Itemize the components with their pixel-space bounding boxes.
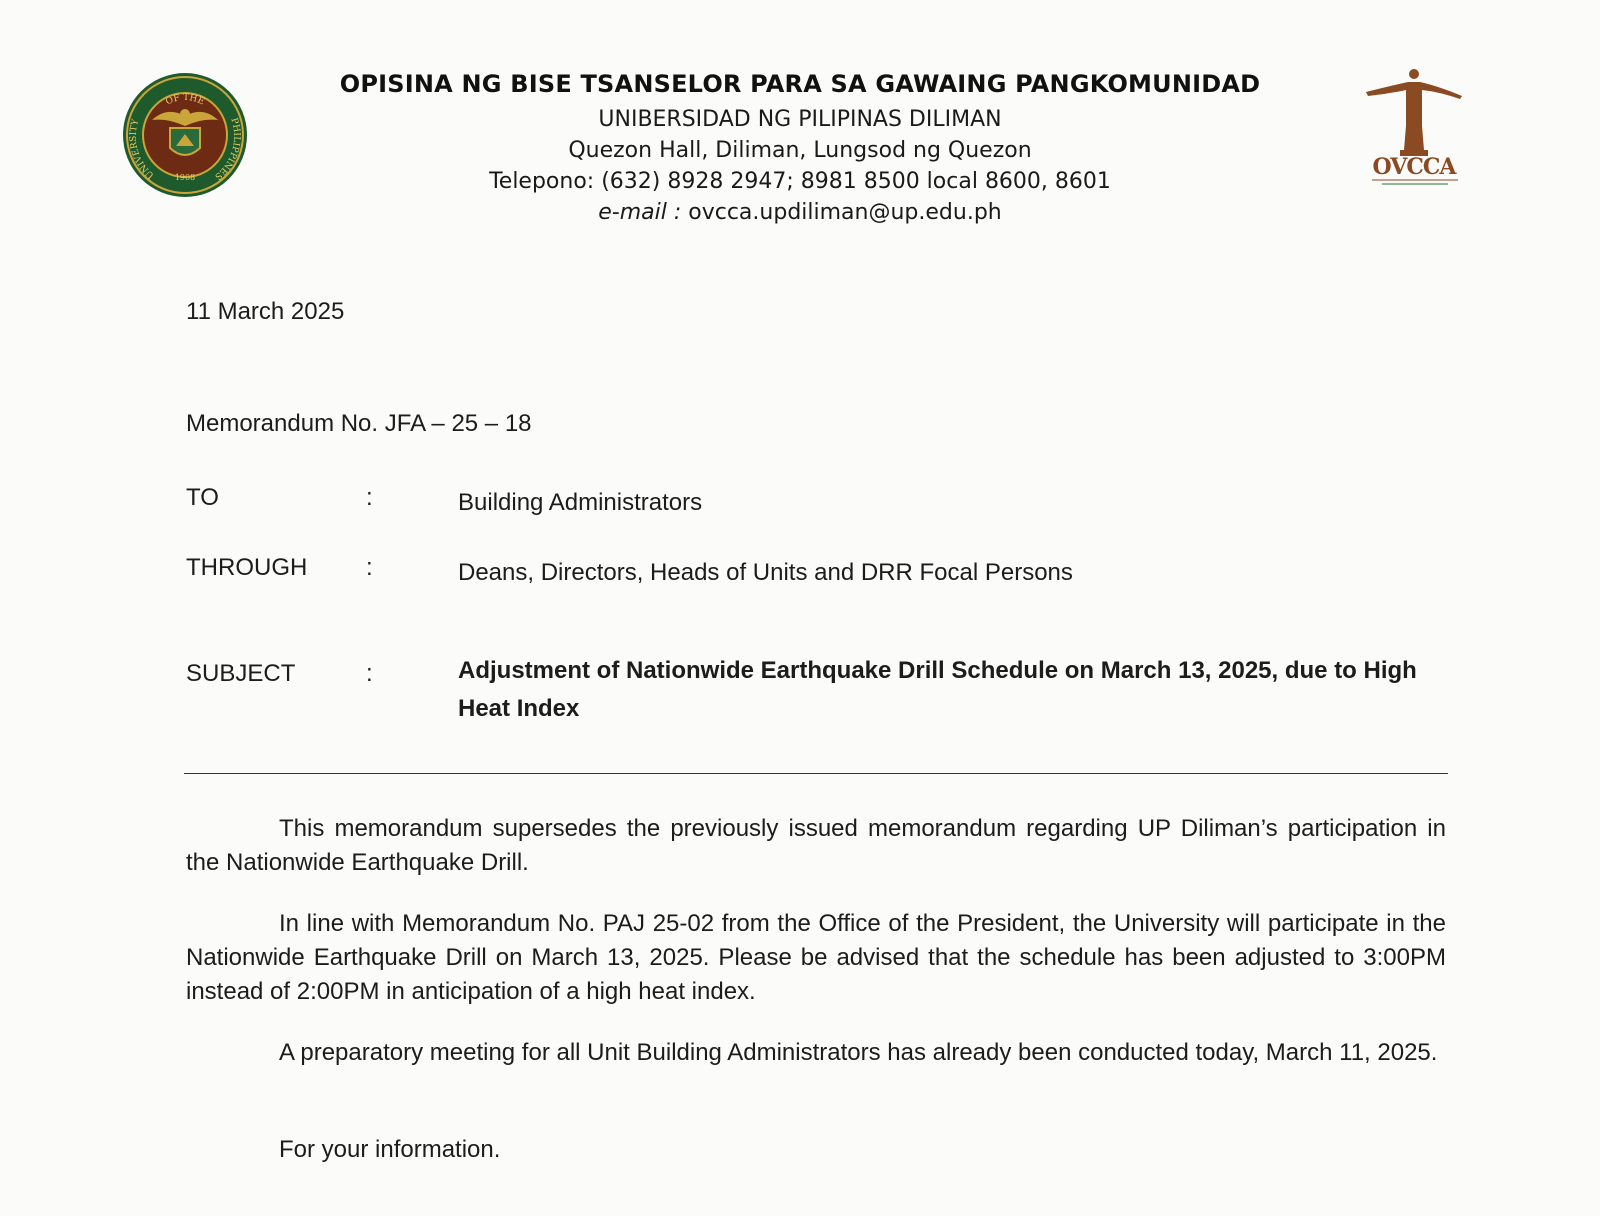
body-paragraph-1: This memorandum supersedes the previously issued memorandum regarding UP Diliman’s participation in the Nationwide Earthquake Drill. — [186, 815, 1446, 876]
office-email — [300, 197, 1300, 228]
memo-number: Memorandum No. JFA – 25 – 18 — [186, 410, 532, 437]
svg-text:PHILIPPINES: PHILIPPINES — [212, 116, 242, 182]
email-address: ovcca.updiliman@up.edu.ph — [688, 200, 1002, 225]
svg-text:OF THE: OF THE — [164, 92, 206, 108]
email-label: e-mail : — [598, 200, 682, 225]
office-phone: Telepono: (632) 8928 2947; 8981 8500 local 8600, 8601 — [489, 169, 1111, 194]
svg-text:1908: 1908 — [174, 173, 196, 182]
closing-line: For your information. — [279, 1136, 501, 1163]
to-colon: : — [366, 484, 373, 511]
office-address: Quezon Hall, Diliman, Lungsod ng Quezon — [568, 138, 1032, 163]
body-paragraph-3: A preparatory meeting for all Unit Building Administrators has already been conducted today, March 11, 2025. — [279, 1039, 1438, 1066]
horizontal-divider — [184, 773, 1448, 774]
letterhead — [300, 70, 1300, 228]
body-paragraph-2: In line with Memorandum No. PAJ 25-02 from the Office of the President, the University will participate in the Nationwide Earthquake Drill on March 13, 2025. Please be advised that the schedule has been adjusted to 3:00PM instead of 2:00PM in anticipation of a high heat index. — [186, 910, 1446, 1005]
memo-date: 11 March 2025 — [186, 298, 345, 325]
up-seal-logo — [122, 72, 248, 198]
to-value: Building Administrators — [458, 489, 703, 516]
svg-text:UNIVERSITY: UNIVERSITY — [128, 118, 157, 181]
through-colon: : — [366, 554, 373, 581]
university-name: UNIBERSIDAD NG PILIPINAS DILIMAN — [598, 107, 1002, 132]
ovcca-logo — [1362, 66, 1490, 194]
subject-label: SUBJECT — [186, 660, 296, 687]
through-label: THROUGH — [186, 554, 308, 581]
svg-text:OVCCA: OVCCA — [1372, 154, 1456, 180]
subject-colon: : — [366, 660, 373, 687]
through-value: Deans, Directors, Heads of Units and DRR Focal Persons — [458, 559, 1073, 586]
office-name: OPISINA NG BISE TSANSELOR PARA SA GAWAING PANGKOMUNIDAD — [339, 70, 1261, 98]
subject-value: Adjustment of Nationwide Earthquake Drill Schedule on March 13, 2025, due to High Heat Index — [458, 657, 1417, 722]
to-label: TO — [186, 484, 219, 511]
